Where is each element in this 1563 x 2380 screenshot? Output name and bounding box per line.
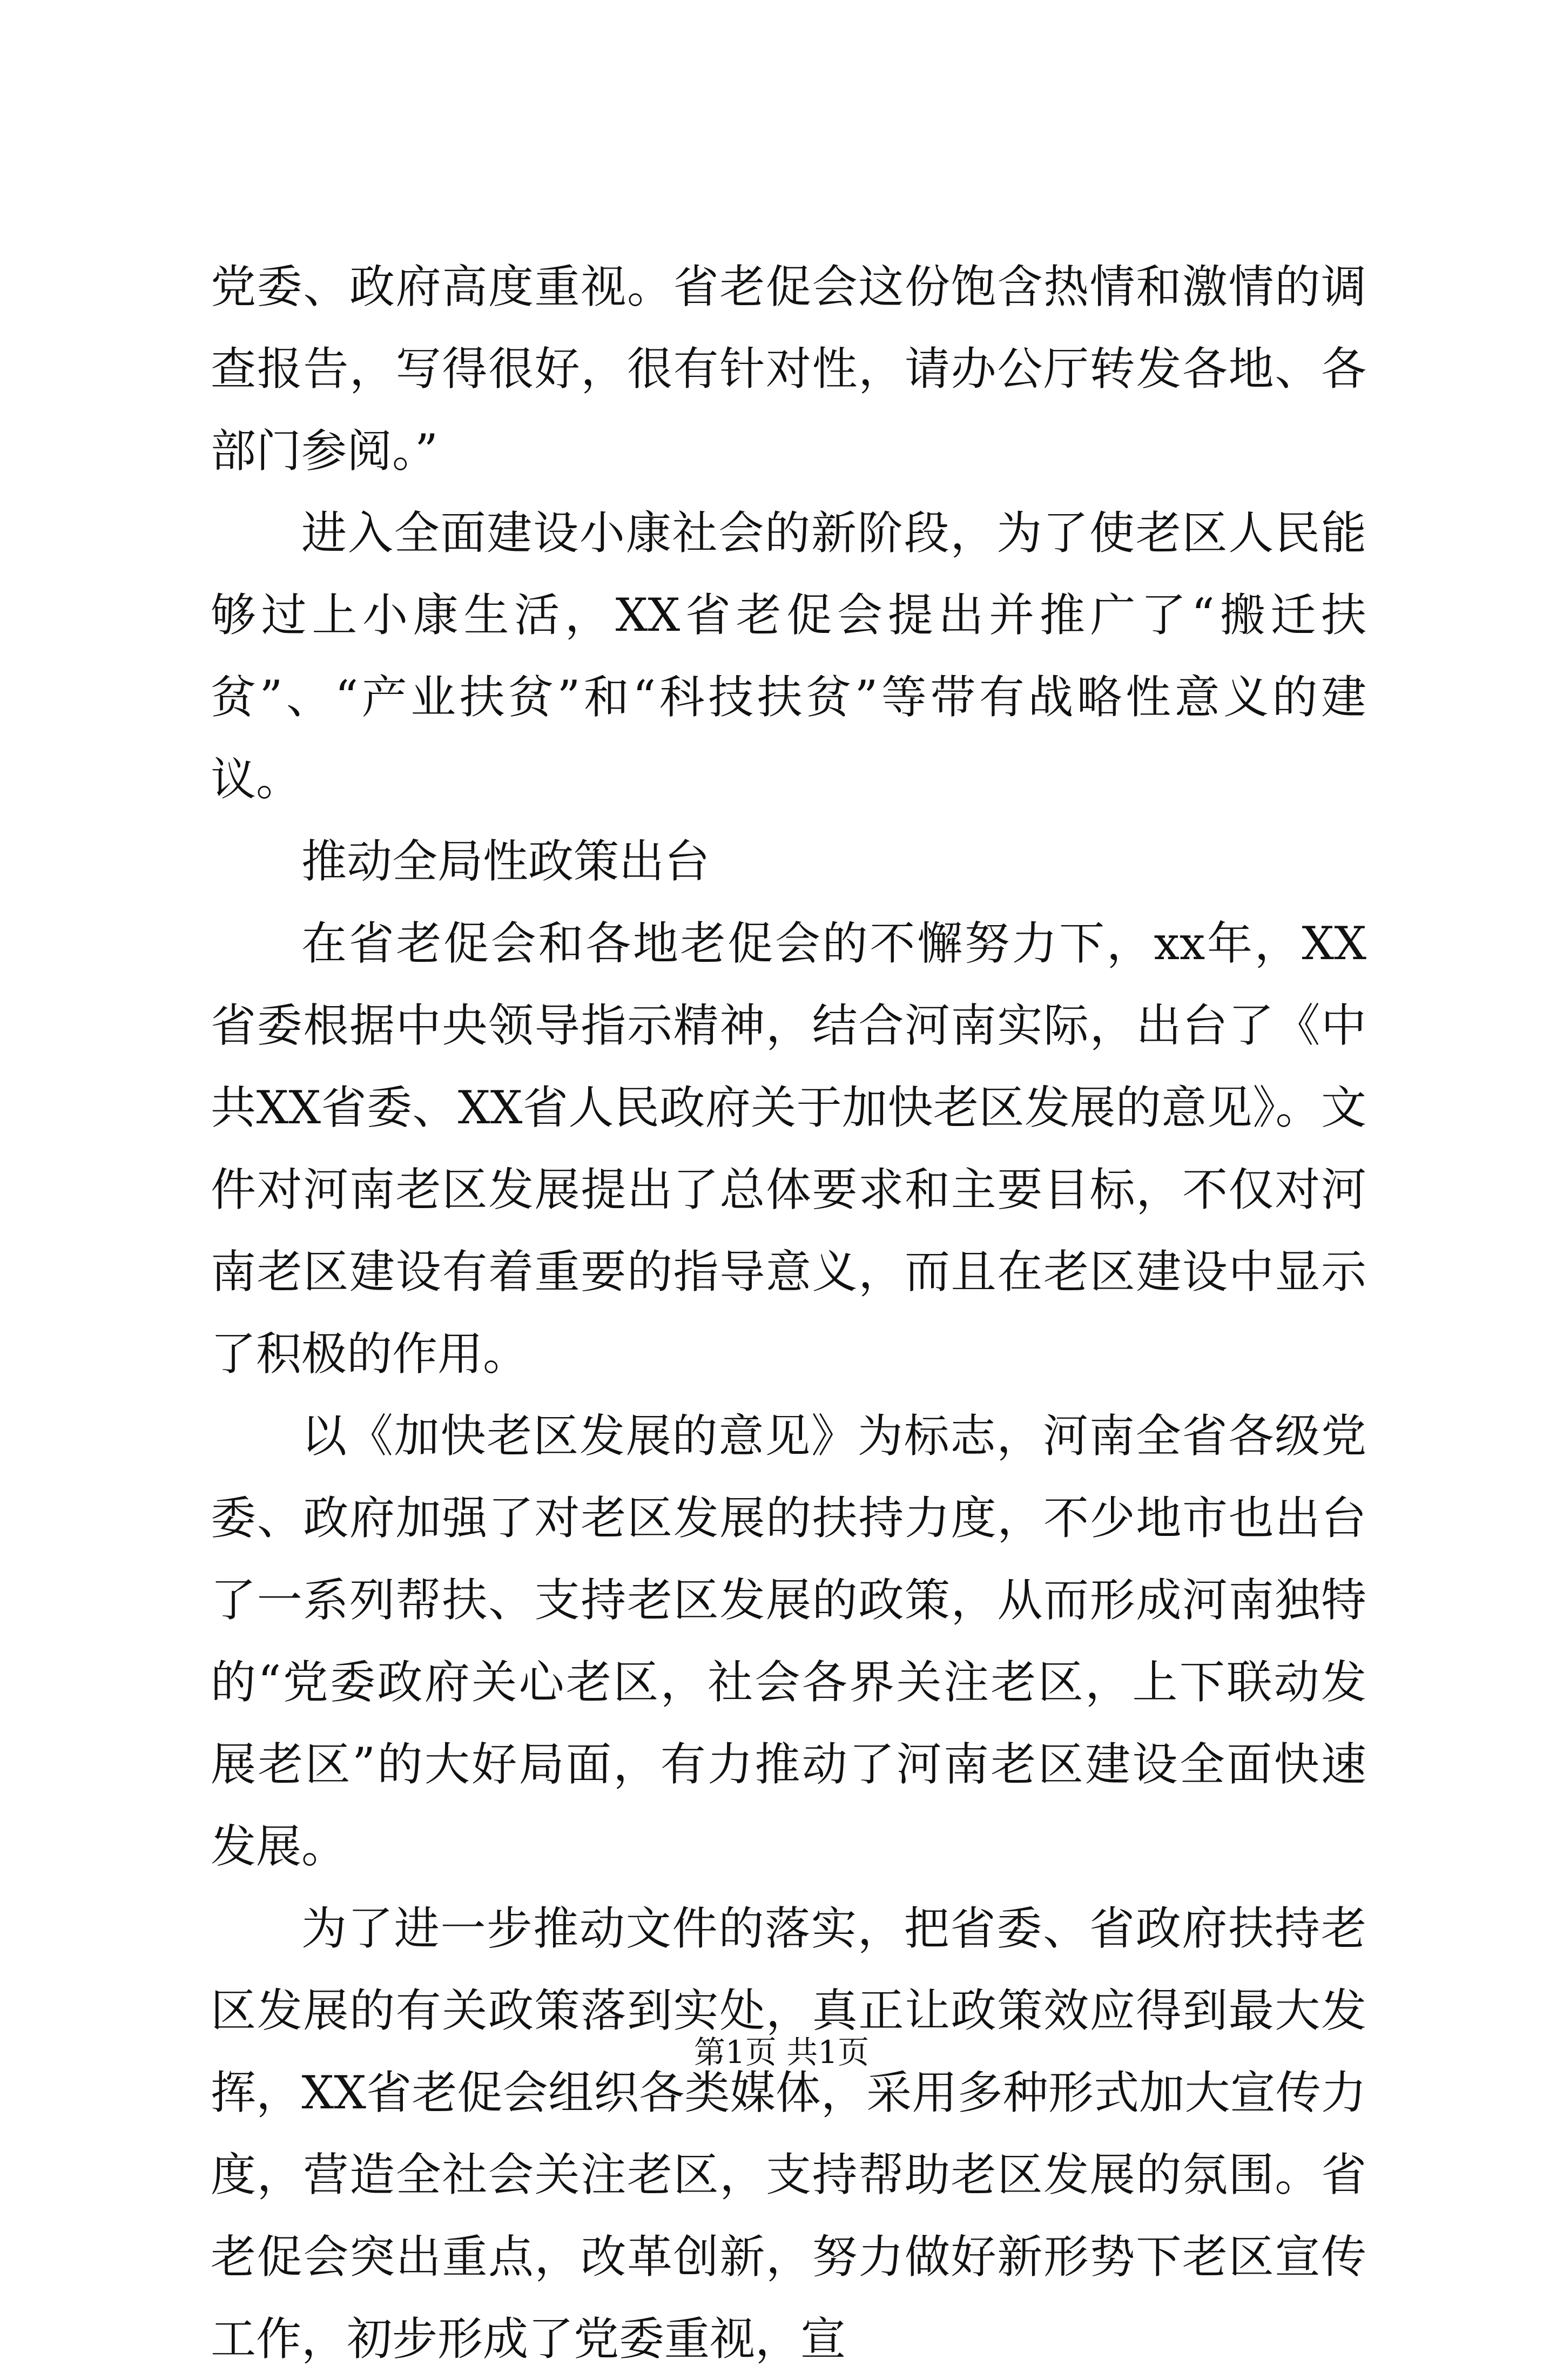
paragraph-5: 为了进一步推动文件的落实，把省委、省政府扶持老区发展的有关政策落到实处，真正让政策效应得到最大发挥，XX省老促会组织各类媒体，采用多种形式加大宣传力度，营造全社会关注老区，支持帮助老区发展的氛围。省老促会突出重点，改革创新，努力做好新形势下老区宣传工作，初步形成了党委重视，宣 <box>211 1902 1366 2365</box>
paragraph-4: 以《加快老区发展的意见》为标志，河南全省各级党委、政府加强了对老区发展的扶持力度，不少地市也出台了一系列帮扶、支持老区发展的政策，从而形成河南独特的“党委政府关心老区，社会各界关注老区，上下联动发展老区”的大好局面，有力推动了河南老区建设全面快速发展。 <box>211 1410 1366 1873</box>
section-heading: 推动全局性政策出台 <box>301 835 710 888</box>
page-footer: 第1页 共1页 <box>693 2034 870 2071</box>
paragraph-3: 在省老促会和各地老促会的不懈努力下，xx年，XX省委根据中央领导指示精神，结合河南实际，出台了《中共XX省委、XX省人民政府关于加快老区发展的意见》。文件对河南老区发展提出了总体要求和主要目标，不仅对河南老区建设有着重要的指导意义，而且在老区建设中显示了积极的作用。 <box>211 917 1366 1380</box>
paragraph-2: 进入全面建设小康社会的新阶段，为了使老区人民能够过上小康生活，XX省老促会提出并推广了“搬迁扶贫”、“产业扶贫”和“科技扶贫”等带有战略性意义的建议。 <box>211 507 1366 806</box>
paragraph-1: 党委、政府高度重视。省老促会这份饱含热情和激情的调查报告，写得很好，很有针对性，请办公厅转发各地、各部门参阅。” <box>211 260 1366 477</box>
